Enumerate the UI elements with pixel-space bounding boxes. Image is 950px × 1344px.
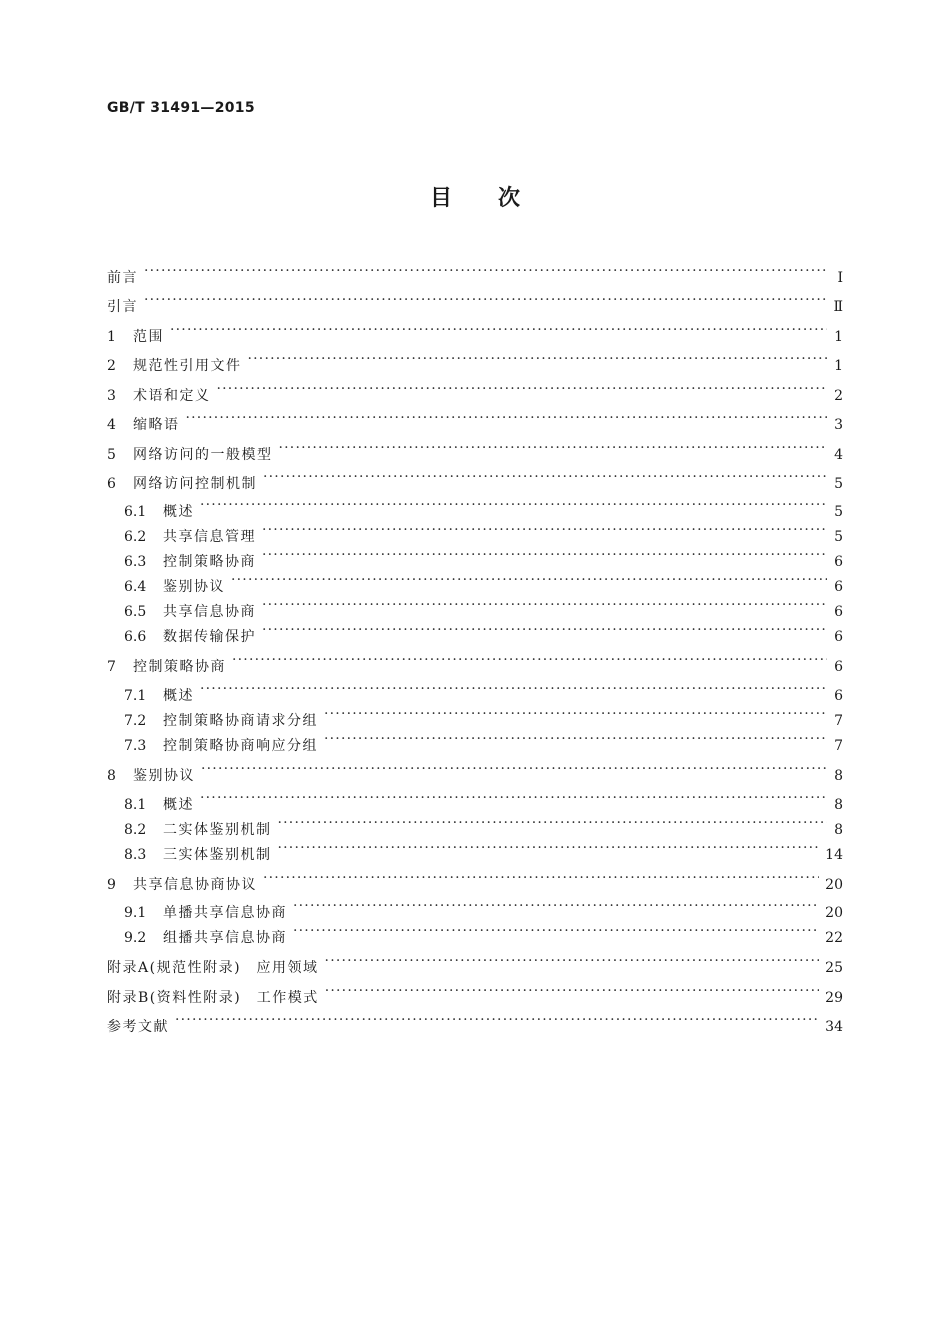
toc-dot-leader <box>142 260 827 282</box>
toc-dot-leader <box>230 649 827 671</box>
toc-entry-number: 9.1 <box>124 905 147 921</box>
toc-entry-page: 6 <box>834 629 843 645</box>
toc-entry-number: 1 <box>107 329 116 345</box>
toc-entry-page: 1 <box>834 358 843 374</box>
toc-entry-label: 控制策略协商响应分组 <box>163 738 318 754</box>
toc-entry-number: 2 <box>107 358 116 374</box>
toc-entry-page: 14 <box>825 847 843 863</box>
toc-entry-page: 20 <box>825 905 843 921</box>
toc-entry-label: 数据传输保护 <box>163 629 256 645</box>
toc-entry-label: 范围 <box>133 329 164 345</box>
toc-dot-leader <box>276 812 828 834</box>
toc-entry-number: 5 <box>107 447 116 463</box>
toc-entry-label: 鉴别协议 <box>133 768 195 784</box>
toc-entry <box>107 260 843 286</box>
toc-entry <box>107 348 843 374</box>
toc-entry-number: 7.1 <box>124 688 147 704</box>
toc-entry-page: 7 <box>834 713 843 729</box>
toc-entry-number: 8 <box>107 768 116 784</box>
toc-entry-page: 6 <box>834 659 843 675</box>
toc-entry-page: 6 <box>834 554 843 570</box>
toc-dot-leader <box>198 678 827 700</box>
toc-entry <box>107 758 843 784</box>
toc-entry <box>107 407 843 433</box>
toc-entry <box>124 895 843 921</box>
toc-dot-leader <box>291 920 819 942</box>
toc-entry <box>124 787 843 813</box>
toc-entry-label: 概述 <box>163 688 194 704</box>
toc-entry-number: 6.2 <box>124 529 147 545</box>
toc-entry-page: 29 <box>825 990 843 1006</box>
toc-entry <box>107 289 843 315</box>
toc-entry <box>124 519 843 545</box>
toc-entry-page: 5 <box>834 529 843 545</box>
toc-entry-label: 引言 <box>107 299 138 315</box>
toc-entry-number: 8.2 <box>124 822 147 838</box>
toc-dot-leader <box>260 544 827 566</box>
toc-entry <box>124 594 843 620</box>
toc-dot-leader <box>198 787 827 809</box>
toc-entry-page: 2 <box>834 388 843 404</box>
toc-entry-label: 共享信息管理 <box>163 529 256 545</box>
toc-entry <box>107 867 843 893</box>
toc-entry-label: 控制策略协商请求分组 <box>163 713 318 729</box>
toc-entry <box>124 619 843 645</box>
toc-entry-page: 25 <box>825 960 843 976</box>
toc-entry <box>107 649 843 675</box>
toc-entry-number: 3 <box>107 388 116 404</box>
toc-entry-page: 7 <box>834 738 843 754</box>
toc-entry-label: 缩略语 <box>133 417 180 433</box>
toc-entry-page: Ⅱ <box>833 299 843 315</box>
toc-entry-label: 三实体鉴别机制 <box>163 847 272 863</box>
toc-entry-page: 6 <box>834 604 843 620</box>
toc-entry-page: 6 <box>834 688 843 704</box>
toc-entry-label: 概述 <box>163 797 194 813</box>
toc-entry-number: 7 <box>107 659 116 675</box>
toc-entry-page: 5 <box>834 504 843 520</box>
toc-entry-label: 前言 <box>107 270 138 286</box>
toc-entry-label: 术语和定义 <box>133 388 211 404</box>
toc-entry-number: 6.1 <box>124 504 147 520</box>
toc-entry <box>107 378 843 404</box>
toc-dot-leader <box>199 758 827 780</box>
toc-entry <box>107 980 843 1006</box>
toc-entry <box>107 319 843 345</box>
toc-entry <box>107 1009 843 1035</box>
toc-dot-leader <box>260 594 827 616</box>
toc-dot-leader <box>260 619 827 641</box>
toc-entry-page: 5 <box>834 476 843 492</box>
toc-entry-number: 6.4 <box>124 579 147 595</box>
toc-entry <box>107 466 843 492</box>
toc-dot-leader <box>261 466 827 488</box>
toc-entry-label: 附录A(规范性附录) 应用领域 <box>107 960 319 976</box>
toc-dot-leader <box>322 728 827 750</box>
document-code: GB/T 31491—2015 <box>107 100 255 116</box>
toc-entry-label: 网络访问控制机制 <box>133 476 257 492</box>
toc-entry-label: 鉴别协议 <box>163 579 225 595</box>
toc-entry-number: 4 <box>107 417 116 433</box>
toc-entry-page: 20 <box>825 877 843 893</box>
toc-dot-leader <box>215 378 828 400</box>
toc-entry <box>124 544 843 570</box>
toc-dot-leader <box>322 703 827 725</box>
toc-entry-page: 8 <box>834 797 843 813</box>
toc-entry-label: 规范性引用文件 <box>133 358 242 374</box>
toc-dot-leader <box>260 519 827 541</box>
toc-entry-number: 6.3 <box>124 554 147 570</box>
toc-entry-label: 参考文献 <box>107 1019 169 1035</box>
toc-dot-leader <box>246 348 828 370</box>
toc-entry-number: 7.3 <box>124 738 147 754</box>
toc-entry-number: 6.6 <box>124 629 147 645</box>
toc-entry-number: 6.5 <box>124 604 147 620</box>
toc-entry-page: 6 <box>834 579 843 595</box>
toc-entry-label: 控制策略协商 <box>133 659 226 675</box>
toc-entry-label: 控制策略协商 <box>163 554 256 570</box>
toc-entry <box>124 678 843 704</box>
toc-entry-number: 7.2 <box>124 713 147 729</box>
toc-entry-page: 8 <box>834 768 843 784</box>
toc-entry <box>124 569 843 595</box>
toc-entry-label: 组播共享信息协商 <box>163 930 287 946</box>
toc-entry-number: 9 <box>107 877 116 893</box>
toc-entry <box>124 812 843 838</box>
toc-entry-label: 附录B(资料性附录) 工作模式 <box>107 990 319 1006</box>
toc-dot-leader <box>277 437 828 459</box>
toc-entry-number: 9.2 <box>124 930 147 946</box>
toc-entry-page: Ⅰ <box>837 270 843 286</box>
toc-entry-label: 概述 <box>163 504 194 520</box>
toc-dot-leader <box>173 1009 819 1031</box>
toc-entry <box>124 728 843 754</box>
toc-entry-label: 单播共享信息协商 <box>163 905 287 921</box>
toc-entry-number: 6 <box>107 476 116 492</box>
toc-entry <box>107 950 843 976</box>
toc-entry <box>124 494 843 520</box>
toc-dot-leader <box>142 289 827 311</box>
toc-entry-page: 1 <box>834 329 843 345</box>
toc-entry <box>124 920 843 946</box>
toc-dot-leader <box>229 569 827 591</box>
toc-entry-page: 8 <box>834 822 843 838</box>
toc-dot-leader <box>198 494 827 516</box>
toc-entry <box>124 703 843 729</box>
page-title: 目次 <box>429 186 566 211</box>
toc-entry-page: 22 <box>825 930 843 946</box>
toc-entry-number: 8.1 <box>124 797 147 813</box>
toc-dot-leader <box>323 980 819 1002</box>
toc-entry <box>124 837 843 863</box>
toc-dot-leader <box>168 319 827 341</box>
toc-dot-leader <box>184 407 828 429</box>
toc-entry <box>107 437 843 463</box>
toc-entry-label: 共享信息协商协议 <box>133 877 257 893</box>
toc-entry-page: 4 <box>834 447 843 463</box>
toc-entry-number: 8.3 <box>124 847 147 863</box>
toc-entry-page: 34 <box>825 1019 843 1035</box>
toc-dot-leader <box>261 867 819 889</box>
toc-dot-leader <box>323 950 820 972</box>
toc-dot-leader <box>291 895 819 917</box>
toc-entry-label: 网络访问的一般模型 <box>133 447 273 463</box>
toc-dot-leader <box>276 837 820 859</box>
toc-entry-label: 二实体鉴别机制 <box>163 822 272 838</box>
toc-entry-page: 3 <box>834 417 843 433</box>
toc-entry-label: 共享信息协商 <box>163 604 256 620</box>
